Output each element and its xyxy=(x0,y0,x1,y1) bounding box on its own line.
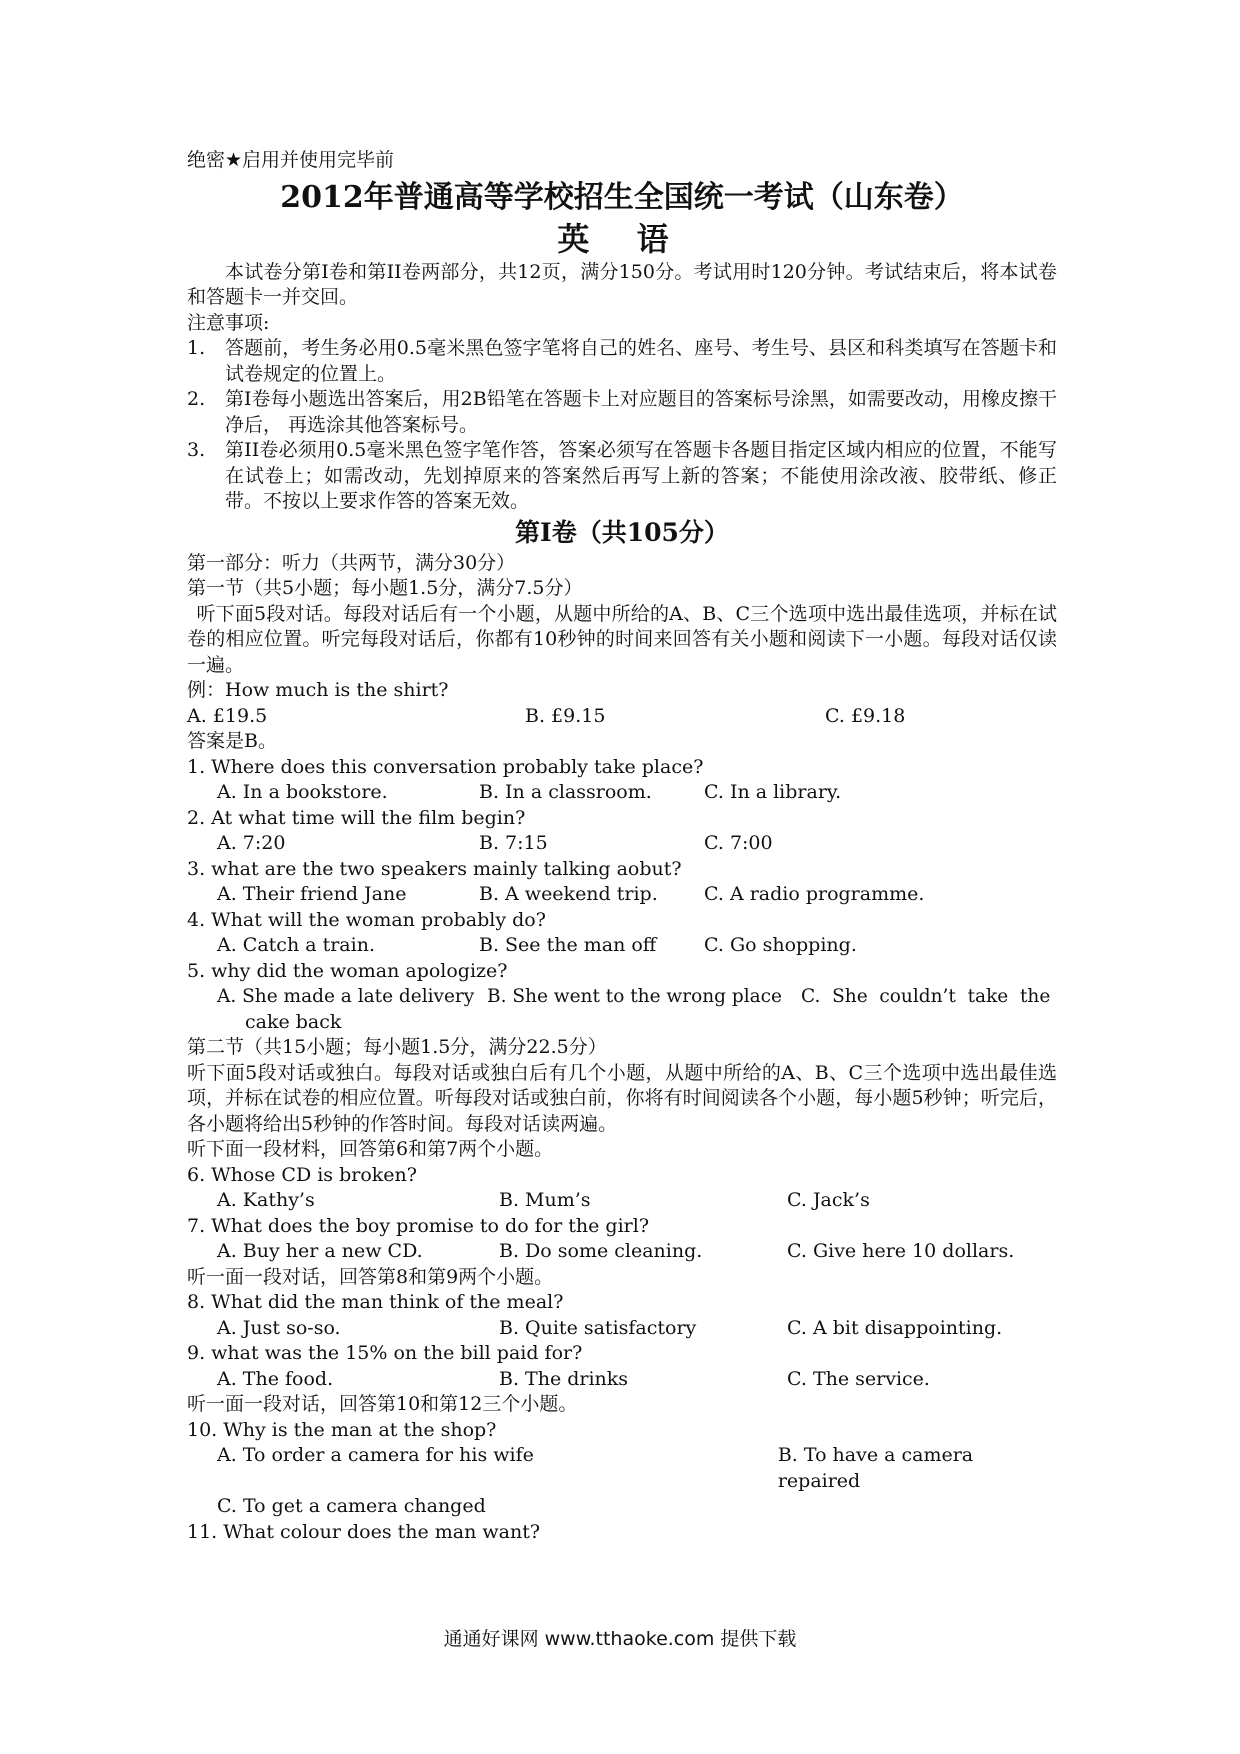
option-c: C. In a library. xyxy=(704,781,842,803)
question-options xyxy=(187,780,1057,806)
note-text: 答题前，考生务必用0.5毫米黑色签字笔将自己的姓名、座号、考生号、县区和科类填写在答题卡和试卷规定的位置上。 xyxy=(225,337,1057,385)
part1-heading: 第一部分：听力（共两节，满分30分） xyxy=(187,551,516,574)
question-options xyxy=(187,1316,1057,1342)
question: 5. why did the woman apologize? xyxy=(187,959,508,982)
example-answer: 答案是B。 xyxy=(187,730,277,752)
option-b: B. A weekend trip. xyxy=(479,883,658,905)
option-b: B. 7:15 xyxy=(479,832,548,854)
option-c: C. Go shopping. xyxy=(704,934,857,956)
section2-heading: 第二节（共15小题；每小题1.5分，满分22.5分） xyxy=(187,1036,607,1058)
option-a: A. She made a late delivery xyxy=(217,986,475,1007)
question-options xyxy=(187,882,1057,908)
option-c: C. Jack’s xyxy=(787,1189,870,1211)
example-question: 例：How much is the shirt? xyxy=(187,679,449,701)
note-item xyxy=(187,387,1057,438)
section1-instructions: 听下面5段对话。每段对话后有一个小题，从题中所给的A、B、C三个选项中选出最佳选项，并标在试卷的相应位置。听完每段对话后，你都有10秒钟的时间来回答有关小题和阅读下一小题。每段对话仅读一遍。 xyxy=(187,602,1057,676)
example-option-a: A. £19.5 xyxy=(187,704,268,727)
question: 7. What does the boy promise to do for the girl? xyxy=(187,1214,650,1237)
question: 9. what was the 15% on the bill paid for? xyxy=(187,1342,583,1364)
option-b: B. She went to the wrong place xyxy=(487,986,782,1007)
note-text: 第I卷每小题选出答案后，用2B铅笔在答题卡上对应题目的答案标号涂黑，如需要改动，用橡皮擦干净后， 再选涂其他答案标号。 xyxy=(225,388,1057,436)
question: 8. What did the man think of the meal? xyxy=(187,1291,564,1313)
option-c-continued: cake back xyxy=(245,1010,342,1033)
section2-lead: 听一面一段对话，回答第10和第12三个小题。 xyxy=(187,1393,578,1415)
notes-heading: 注意事项: xyxy=(187,311,270,334)
example-options xyxy=(187,704,1057,730)
note-number: 1. xyxy=(187,337,206,359)
note-item xyxy=(187,438,1057,515)
option-a: A. Buy her a new CD. xyxy=(217,1240,423,1262)
example-option-c: C. £9.18 xyxy=(825,704,906,727)
volume-title: 第I卷（共105分） xyxy=(515,517,729,547)
option-a: A. Their friend Jane xyxy=(217,883,407,905)
question: 3. what are the two speakers mainly talking aobut? xyxy=(187,857,682,880)
option-c: C. The service. xyxy=(787,1367,930,1390)
section1-heading: 第一节（共5小题；每小题1.5分，满分7.5分） xyxy=(187,577,583,599)
question-options xyxy=(187,831,1057,857)
question-options xyxy=(187,1188,1057,1214)
option-a: A. Just so-so. xyxy=(217,1316,341,1339)
intro-paragraph: 本试卷分第I卷和第II卷两部分，共12页，满分150分。考试用时120分钟。考试结束后，将本试卷和答题卡一并交回。 xyxy=(187,260,1057,308)
option-a: A. Catch a train. xyxy=(217,934,375,956)
question-options xyxy=(187,1239,1057,1265)
question-options xyxy=(187,1494,1057,1520)
exam-page xyxy=(187,148,1057,1545)
question-options xyxy=(187,1443,1057,1494)
page-footer: 通通好课网 www.tthaoke.com 提供下载 xyxy=(443,1628,797,1650)
option-a: A. The food. xyxy=(217,1367,334,1390)
option-c: C. 7:00 xyxy=(704,832,773,854)
question-options xyxy=(187,933,1057,959)
option-c: C. She couldn’t take the xyxy=(801,986,1051,1007)
note-text: 第II卷必须用0.5毫米黑色签字笔作答，答案必须写在答题卡各题目指定区域内相应的位置，不能写在试卷上；如需改动，先划掉原来的答案然后再写上新的答案；不能使用涂改液、胶带纸、修正带。不按以上要求作答的答案无效。 xyxy=(225,439,1057,512)
note-item xyxy=(187,336,1057,387)
section2-lead: 听一面一段对话，回答第8和第9两个小题。 xyxy=(187,1265,554,1288)
option-c: C. To get a camera changed xyxy=(217,1495,486,1517)
option-a: A. To order a camera for his wife xyxy=(217,1444,534,1466)
option-b: B. Mum’s xyxy=(499,1189,591,1211)
option-a: A. 7:20 xyxy=(217,832,286,854)
option-b: B. In a classroom. xyxy=(479,781,652,803)
question: 6. Whose CD is broken? xyxy=(187,1163,417,1186)
question: 1. Where does this conversation probably take place? xyxy=(187,755,704,778)
question: 2. At what time will the film begin? xyxy=(187,806,526,829)
option-b: B. See the man off xyxy=(479,934,657,956)
question: 11. What colour does the man want? xyxy=(187,1520,541,1543)
option-b: B. The drinks xyxy=(499,1367,629,1390)
option-b: B. Do some cleaning. xyxy=(499,1240,703,1262)
option-b: B. Quite satisfactory xyxy=(499,1316,697,1339)
section2-instructions: 听下面5段对话或独白。每段对话或独白后有几个小题，从题中所给的A、B、C三个选项中选出最佳选项，并标在试卷的相应位置。听每段对话或独白前，你将有时间阅读各个小题，每小题5秒钟；听完后，各小题将给出5秒钟的作答时间。每段对话读两遍。 xyxy=(187,1061,1057,1135)
option-b: B. To have a camera repaired xyxy=(777,1444,974,1492)
example-option-b: B. £9.15 xyxy=(525,704,606,727)
question: 4. What will the woman probably do? xyxy=(187,908,546,931)
option-c: C. A bit disappointing. xyxy=(787,1316,1003,1339)
confidential-mark: 绝密★启用并使用完毕前 xyxy=(187,149,395,171)
exam-title: 2012年普通高等学校招生全国统一考试（山东卷） xyxy=(280,179,964,215)
note-number: 2. xyxy=(187,388,206,410)
question: 10. Why is the man at the shop? xyxy=(187,1418,497,1441)
subject-title: 英 语 xyxy=(557,219,687,258)
question-options xyxy=(187,1367,1057,1393)
option-a: A. In a bookstore. xyxy=(217,781,388,803)
option-c: C. A radio programme. xyxy=(704,883,925,905)
option-c: C. Give here 10 dollars. xyxy=(787,1240,1015,1262)
section2-lead: 听下面一段材料，回答第6和第7两个小题。 xyxy=(187,1138,554,1160)
note-number: 3. xyxy=(187,439,206,461)
option-a: A. Kathy’s xyxy=(217,1189,315,1211)
question-options xyxy=(187,984,1057,1010)
